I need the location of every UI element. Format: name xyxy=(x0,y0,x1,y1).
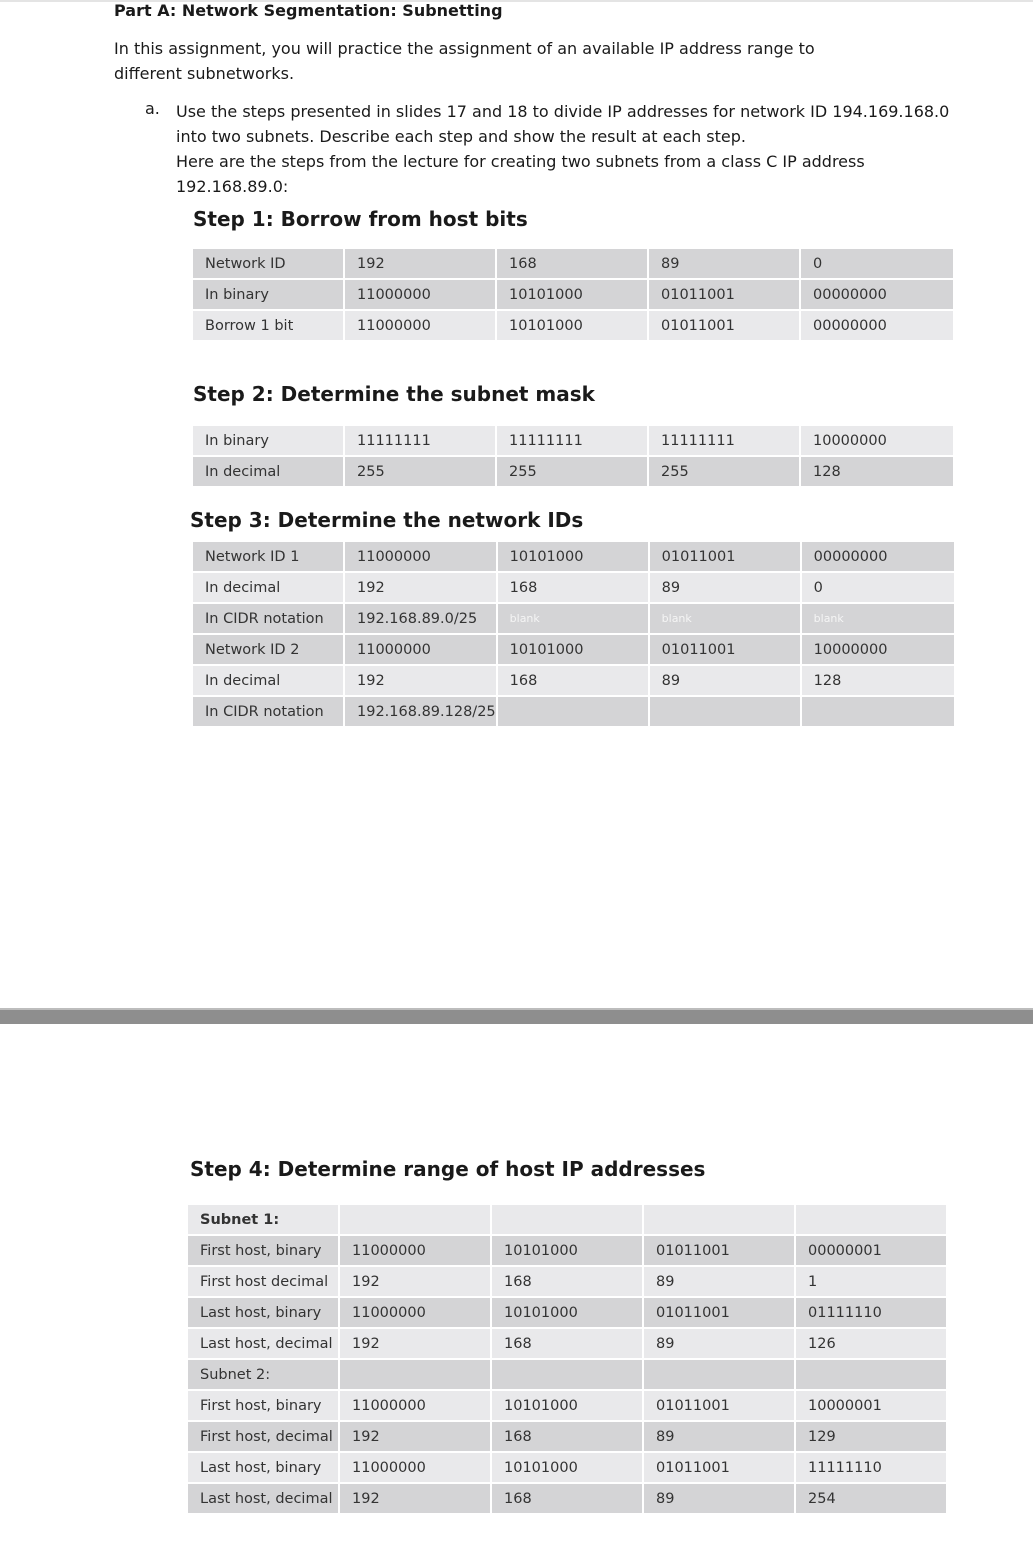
row-label: Network ID 1 xyxy=(193,542,343,571)
table-row xyxy=(193,311,953,340)
table-cell: 89 xyxy=(644,1484,794,1513)
table-cell: 01011001 xyxy=(650,542,800,571)
page-divider xyxy=(0,1008,1033,1024)
table-cell: 192.168.89.128/25 xyxy=(345,697,496,726)
row-label: First host, decimal xyxy=(188,1422,338,1451)
table-cell: 00000000 xyxy=(801,280,953,309)
table-cell: 00000001 xyxy=(796,1236,946,1265)
table-row xyxy=(193,635,954,664)
table-cell: 01011001 xyxy=(644,1453,794,1482)
table-row xyxy=(193,573,954,602)
table-row xyxy=(193,426,953,455)
row-label: In binary xyxy=(193,426,343,455)
step4-title: Step 4: Determine range of host IP addresses xyxy=(190,1157,706,1181)
table-row xyxy=(188,1453,946,1482)
table-cell: 255 xyxy=(649,457,799,486)
table-cell: 11111111 xyxy=(497,426,647,455)
part-title: Part A: Network Segmentation: Subnetting xyxy=(114,1,503,20)
table-cell: 11000000 xyxy=(340,1391,490,1420)
table-cell: 00000000 xyxy=(801,311,953,340)
table-cell: 255 xyxy=(345,457,495,486)
table-cell: 10000000 xyxy=(801,426,953,455)
table-cell: 192 xyxy=(345,573,496,602)
row-label: Network ID xyxy=(193,249,343,278)
table-cell: 128 xyxy=(801,457,953,486)
row-label: In CIDR notation xyxy=(193,604,343,633)
table-row xyxy=(188,1391,946,1420)
table-cell: 168 xyxy=(492,1267,642,1296)
table-cell: 10000000 xyxy=(802,635,954,664)
table-cell: 168 xyxy=(498,666,648,695)
row-label: First host decimal xyxy=(188,1267,338,1296)
table-row xyxy=(193,697,954,726)
table-cell: 01011001 xyxy=(649,280,799,309)
row-label: In decimal xyxy=(193,457,343,486)
table-row xyxy=(188,1267,946,1296)
row-label: Last host, binary xyxy=(188,1298,338,1327)
table-cell: 168 xyxy=(492,1422,642,1451)
table-row xyxy=(188,1484,946,1513)
item-a-text xyxy=(176,99,956,199)
step2-title: Step 2: Determine the subnet mask xyxy=(193,382,595,406)
table-cell xyxy=(492,1205,642,1234)
row-label: In decimal xyxy=(193,666,343,695)
row-label: Subnet 1: xyxy=(188,1205,338,1234)
table-cell: 11000000 xyxy=(340,1298,490,1327)
table-cell xyxy=(492,1360,642,1389)
table-row xyxy=(193,666,954,695)
table-cell: 168 xyxy=(497,249,647,278)
table-cell: blank xyxy=(650,604,800,633)
row-label: Last host, decimal xyxy=(188,1329,338,1358)
table-cell: 11000000 xyxy=(345,542,496,571)
table-cell xyxy=(796,1205,946,1234)
table-cell xyxy=(650,697,800,726)
table-cell: 11000000 xyxy=(345,311,495,340)
table-cell: 00000000 xyxy=(802,542,954,571)
row-label: In binary xyxy=(193,280,343,309)
table-cell: 01011001 xyxy=(649,311,799,340)
row-label: Last host, decimal xyxy=(188,1484,338,1513)
table-cell xyxy=(644,1360,794,1389)
table-cell: 168 xyxy=(492,1329,642,1358)
table-cell: 168 xyxy=(498,573,648,602)
table-cell: blank xyxy=(498,604,648,633)
table-cell xyxy=(498,697,648,726)
table-cell: 126 xyxy=(796,1329,946,1358)
table-cell: 10101000 xyxy=(498,542,648,571)
table-cell: 01011001 xyxy=(644,1298,794,1327)
item-a-lecture-note: Here are the steps from the lecture for creating two subnets from a class C IP address 192.168.89.0: xyxy=(176,152,865,196)
table-row xyxy=(188,1205,946,1234)
row-label: First host, binary xyxy=(188,1391,338,1420)
table-row xyxy=(193,604,954,633)
table-cell: 89 xyxy=(650,666,800,695)
table-cell: 168 xyxy=(492,1484,642,1513)
intro-paragraph: In this assignment, you will practice the assignment of an available IP address range to different subnetworks. xyxy=(114,39,815,83)
step3-title: Step 3: Determine the network IDs xyxy=(190,508,584,532)
step4-table xyxy=(186,1203,948,1515)
table-cell: 01011001 xyxy=(644,1391,794,1420)
table-cell: 89 xyxy=(649,249,799,278)
table-cell: 10101000 xyxy=(492,1236,642,1265)
table-row xyxy=(188,1236,946,1265)
step1-table xyxy=(191,247,955,342)
table-cell: 89 xyxy=(644,1422,794,1451)
table-cell xyxy=(802,697,954,726)
table-cell: 10101000 xyxy=(492,1298,642,1327)
table-cell: 10000001 xyxy=(796,1391,946,1420)
table-row xyxy=(188,1422,946,1451)
table-cell: 11111111 xyxy=(649,426,799,455)
table-row xyxy=(188,1360,946,1389)
table-cell: 192 xyxy=(345,249,495,278)
table-cell: 11111111 xyxy=(345,426,495,455)
row-label: First host, binary xyxy=(188,1236,338,1265)
table-cell: 11000000 xyxy=(340,1236,490,1265)
table-row xyxy=(193,249,953,278)
table-cell: 192 xyxy=(340,1484,490,1513)
table-cell xyxy=(340,1205,490,1234)
step1-title: Step 1: Borrow from host bits xyxy=(193,207,528,231)
row-label: In CIDR notation xyxy=(193,697,343,726)
table-cell: 11111110 xyxy=(796,1453,946,1482)
row-label: Last host, binary xyxy=(188,1453,338,1482)
table-row xyxy=(193,280,953,309)
table-cell: 192 xyxy=(340,1422,490,1451)
table-cell: 89 xyxy=(644,1329,794,1358)
table-cell xyxy=(796,1360,946,1389)
table-cell: blank xyxy=(802,604,954,633)
table-cell: 89 xyxy=(650,573,800,602)
list-marker: a. xyxy=(145,99,160,118)
page-divider-edge xyxy=(0,1008,1033,1010)
table-cell: 192 xyxy=(340,1329,490,1358)
table-cell: 01111110 xyxy=(796,1298,946,1327)
table-cell: 0 xyxy=(801,249,953,278)
table-cell: 10101000 xyxy=(498,635,648,664)
table-row xyxy=(193,457,953,486)
table-cell: 0 xyxy=(802,573,954,602)
step2-table xyxy=(191,424,955,488)
table-row xyxy=(188,1298,946,1327)
row-label: Borrow 1 bit xyxy=(193,311,343,340)
table-cell: 10101000 xyxy=(492,1391,642,1420)
item-a-instructions: Use the steps presented in slides 17 and 18 to divide IP addresses for network ID 194.169.168.0 into two subnets. Describe each step and show the result at each step. xyxy=(176,102,950,146)
table-cell: 01011001 xyxy=(644,1236,794,1265)
table-cell: 129 xyxy=(796,1422,946,1451)
table-cell: 192 xyxy=(345,666,496,695)
table-cell: 128 xyxy=(802,666,954,695)
table-cell: 11000000 xyxy=(345,635,496,664)
row-label: In decimal xyxy=(193,573,343,602)
table-cell: 10101000 xyxy=(497,280,647,309)
table-cell: 89 xyxy=(644,1267,794,1296)
table-row xyxy=(193,542,954,571)
table-cell: 01011001 xyxy=(650,635,800,664)
table-cell: 255 xyxy=(497,457,647,486)
table-row xyxy=(188,1329,946,1358)
table-cell: 10101000 xyxy=(497,311,647,340)
table-cell: 11000000 xyxy=(340,1453,490,1482)
table-cell: 192 xyxy=(340,1267,490,1296)
table-cell xyxy=(644,1205,794,1234)
table-cell: 192.168.89.0/25 xyxy=(345,604,496,633)
step3-table xyxy=(191,540,956,728)
table-cell: 254 xyxy=(796,1484,946,1513)
row-label: Subnet 2: xyxy=(188,1360,338,1389)
table-cell xyxy=(340,1360,490,1389)
table-cell: 11000000 xyxy=(345,280,495,309)
table-cell: 10101000 xyxy=(492,1453,642,1482)
row-label: Network ID 2 xyxy=(193,635,343,664)
table-cell: 1 xyxy=(796,1267,946,1296)
